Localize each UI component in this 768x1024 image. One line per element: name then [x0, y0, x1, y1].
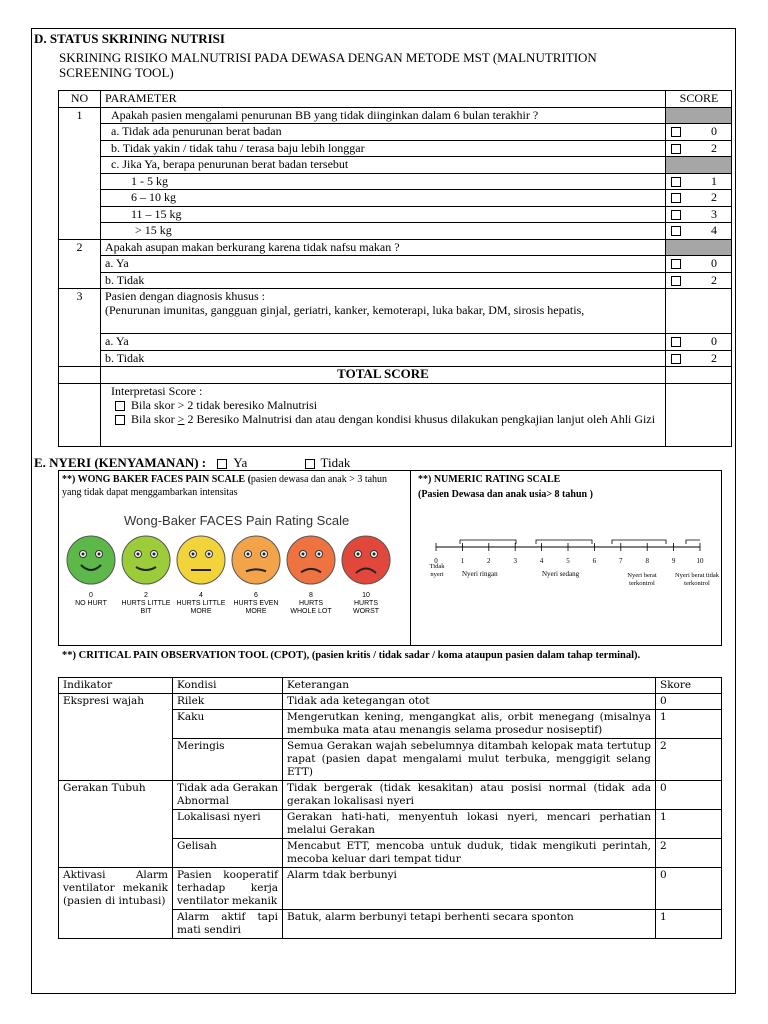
q2-option-a: a. Ya: [101, 256, 666, 273]
score-value: 0: [711, 334, 717, 348]
cpot-header-kondisi: Kondisi: [173, 678, 283, 694]
face-label: NO HURT: [75, 600, 107, 607]
interp-score-empty: [666, 383, 732, 446]
nrs-tick-label: 6: [592, 557, 597, 565]
q1-question: Apakah pasien mengalami penurunan BB yang tidak diinginkan dalam 6 bulan terakhir ?: [101, 107, 666, 124]
cpot-header-indikator: Indikator: [59, 678, 173, 694]
cpot-kondisi: Alarm aktif tapi mati sendiri: [173, 910, 283, 939]
cpot-skore[interactable]: 2: [656, 739, 722, 781]
nrs-label-severe-uncontrolled: Nyeri berat tidak terkontrol: [674, 572, 720, 587]
face-label: HURTS WORST: [352, 600, 380, 615]
q1-c-score-shaded: [666, 157, 732, 174]
cpot-skore[interactable]: 2: [656, 839, 722, 868]
section-e-title: E. NYERI (KENYAMANAN) :: [34, 455, 207, 470]
q3-a-score-cell[interactable]: [666, 334, 732, 351]
cpot-keterangan: Alarm tdak berbunyi: [283, 868, 656, 910]
checkbox[interactable]: [115, 415, 125, 425]
nrs-label-none: Tidak nyeri: [429, 563, 445, 578]
section-e-row: [34, 455, 350, 471]
checkbox[interactable]: [671, 354, 681, 364]
interp-line-2-pre: Bila skor: [131, 411, 178, 426]
cpot-row: [59, 781, 722, 810]
wong-heading-rest: pasien dewasa dan anak > 3 tahun yang tidak dapat menggambarkan intensitas: [62, 474, 388, 498]
q1-b-score-cell[interactable]: [666, 140, 732, 157]
nrs-tick-label: 2: [487, 557, 491, 565]
mst-table: [58, 90, 732, 447]
q2-option-b: b. Tidak: [101, 272, 666, 289]
interp-line-2-op: >: [177, 411, 185, 426]
cpot-skore[interactable]: 1: [656, 910, 722, 939]
cpot-header-row: [59, 678, 722, 694]
q3-detail: (Penurunan imunitas, gangguan ginjal, geriatri, kanker, kemoterapi, luka bakar, DM, sirosis hepatis,: [105, 303, 585, 317]
pain-scales-divider: [410, 470, 411, 646]
interpretation-cell: [101, 383, 666, 446]
interp-line-1-text: Bila skor > 2 tidak beresiko Malnutrisi: [131, 397, 318, 412]
face-icon-10: [340, 534, 392, 586]
interp-no-empty: [59, 383, 101, 446]
score-value: 3: [711, 206, 717, 221]
checkbox[interactable]: [671, 177, 681, 187]
cpot-skore[interactable]: 0: [656, 868, 722, 910]
cpot-indikator: Gerakan Tubuh: [59, 781, 173, 868]
cpot-keterangan: Batuk, alarm berbunyi tetapi berhenti secara sponton: [283, 910, 656, 939]
cpot-kondisi: Tidak ada Gerakan Abnormal: [173, 781, 283, 810]
section-d-subtitle: SKRINING RISIKO MALNUTRISI PADA DEWASA DENGAN METODE MST (MALNUTRITION SCREENING TOOL): [59, 50, 597, 80]
cpot-skore[interactable]: 0: [656, 694, 722, 710]
wong-heading-bold: **) WONG BAKER FACES PAIN SCALE (: [62, 474, 251, 485]
q2-score-shaded: [666, 239, 732, 256]
cpot-kondisi: Pasien kooperatif terhadap kerja ventilator mekanik: [173, 868, 283, 910]
nrs-tick-label: 4: [539, 557, 544, 565]
checkbox[interactable]: [115, 401, 125, 411]
face-icon-6: [230, 534, 282, 586]
face-icon-8: [285, 534, 337, 586]
q3-question: Pasien dengan diagnosis khusus :: [105, 289, 265, 303]
total-score-label: TOTAL SCORE: [101, 367, 666, 384]
q1-range-4: > 15 kg: [101, 223, 666, 240]
q1-r2-score-cell[interactable]: [666, 190, 732, 207]
nrs-tick-label: 3: [513, 557, 517, 565]
section-d-title: D. STATUS SKRINING NUTRISI: [34, 31, 225, 46]
nrs-tick-label: 5: [566, 557, 570, 565]
face-icon-4: [175, 534, 227, 586]
cpot-keterangan: Mencabut ETT, mencoba untuk duduk, tidak mengikuti perintah, mecoba keluar dari tempat tidur: [283, 839, 656, 868]
header-parameter: PARAMETER: [101, 91, 666, 108]
cpot-kondisi: Rilek: [173, 694, 283, 710]
face-label: HURTS EVEN MORE: [233, 600, 279, 615]
cpot-skore[interactable]: 1: [656, 810, 722, 839]
checkbox-ya[interactable]: [217, 459, 227, 469]
q1-a-score-cell[interactable]: [666, 124, 732, 141]
interp-line-2-post: 2 Beresiko Malnutrisi dan atau dengan kondisi khusus dilakukan pengkajian lanjut oleh Ahli Gizi: [184, 411, 656, 426]
interp-line-1: [111, 398, 661, 412]
q3-score-empty: [666, 289, 732, 334]
q1-r1-score-cell[interactable]: [666, 173, 732, 190]
cpot-skore[interactable]: 0: [656, 781, 722, 810]
cpot-row: [59, 694, 722, 710]
nrs-label-severe-controlled: Nyeri berat terkontrol: [627, 572, 657, 587]
checkbox[interactable]: [671, 210, 681, 220]
score-value: 4: [711, 223, 717, 237]
score-value: 2: [711, 272, 717, 287]
q3-b-score-cell[interactable]: [666, 350, 732, 367]
cpot-kondisi: Meringis: [173, 739, 283, 781]
q2-question: Apakah asupan makan berkurang karena tidak nafsu makan ?: [101, 239, 666, 256]
nrs-heading-1: **) NUMERIC RATING SCALE: [418, 474, 561, 485]
wong-chart-title: Wong-Baker FACES Pain Rating Scale: [124, 513, 350, 528]
face-label: HURTS LITTLE MORE: [176, 600, 226, 615]
score-value: 0: [711, 124, 717, 138]
wong-faces: [66, 532, 406, 624]
q1-r3-score-cell[interactable]: [666, 206, 732, 223]
q1-score-shaded: [666, 107, 732, 124]
score-value: 2: [711, 190, 717, 204]
q1-option-b: b. Tidak yakin / tidak tahu / terasa baju lebih longgar: [101, 140, 666, 157]
cpot-header-keterangan: Keterangan: [283, 678, 656, 694]
q1-option-c: c. Jika Ya, berapa penurunan berat badan tersebut: [101, 157, 666, 174]
q3-option-b: b. Tidak: [101, 350, 666, 367]
checkbox[interactable]: [671, 193, 681, 203]
cpot-heading: **) CRITICAL PAIN OBSERVATION TOOL (CPOT), (pasien kritis / tidak sadar / koma ataupun pasien dalam tahap terminal).: [62, 650, 641, 661]
cpot-indikator: Aktivasi Alarm ventilator mekanik (pasien di intubasi): [59, 868, 173, 939]
face-number: 8: [309, 592, 313, 599]
nrs-heading-2: (Pasien Dewasa dan anak usia> 8 tahun ): [418, 489, 593, 500]
cpot-kondisi: Kaku: [173, 710, 283, 739]
interp-title: Interpretasi Score :: [111, 383, 203, 398]
face-number: 2: [144, 592, 148, 599]
header-no: NO: [59, 91, 101, 108]
nrs-tick-label: 8: [645, 557, 649, 565]
cpot-header-skore: Skore: [656, 678, 722, 694]
q2-a-score-cell[interactable]: [666, 256, 732, 273]
q1-range-3: 11 – 15 kg: [101, 206, 666, 223]
face-number: 6: [254, 592, 258, 599]
nrs-label-mild: Nyeri ringan: [462, 570, 498, 578]
face-icon-0: [65, 534, 117, 586]
face-number: 10: [362, 592, 370, 599]
interp-line-2: [111, 412, 661, 426]
cpot-skore[interactable]: 1: [656, 710, 722, 739]
q1-range-1: 1 - 5 kg: [101, 173, 666, 190]
cpot-kondisi: Gelisah: [173, 839, 283, 868]
checkbox[interactable]: [671, 337, 681, 347]
face-label: HURTS WHOLE LOT: [290, 600, 332, 615]
checkbox[interactable]: [671, 226, 681, 236]
q3-option-a: a. Ya: [101, 334, 666, 351]
checkbox[interactable]: [671, 276, 681, 286]
cpot-row: [59, 868, 722, 910]
nrs-tick-label: 9: [671, 557, 676, 565]
checkbox[interactable]: [671, 144, 681, 154]
cpot-keterangan: Tidak bergerak (tidak kesakitan) atau posisi normal (tidak ada gerakan lokalisasi nyeri: [283, 781, 656, 810]
nrs-tick-label: 0: [434, 557, 438, 565]
cpot-keterangan: Gerakan hati-hati, menyentuh lokasi nyeri, mencari perhatian melalui Gerakan: [283, 810, 656, 839]
score-value: 1: [711, 173, 717, 188]
cpot-table: [58, 677, 722, 939]
face-number: 4: [199, 592, 203, 599]
cpot-keterangan: Tidak ada ketegangan otot: [283, 694, 656, 710]
option-tidak-label: Tidak: [320, 455, 351, 470]
total-score-value[interactable]: [666, 367, 732, 384]
face-icon-2: [120, 534, 172, 586]
q1-range-2: 6 – 10 kg: [101, 190, 666, 207]
total-no-empty: [59, 367, 101, 384]
option-ya-label: Ya: [233, 455, 248, 470]
score-value: 2: [711, 140, 717, 155]
q1-option-a: a. Tidak ada penurunan berat badan: [101, 124, 666, 141]
checkbox-tidak[interactable]: [305, 459, 315, 469]
q3-question-cell: [101, 289, 666, 334]
q2-no: 2: [59, 239, 101, 289]
cpot-indikator: Ekspresi wajah: [59, 694, 173, 781]
cpot-keterangan: Semua Gerakan wajah sebelumnya ditambah kelopak mata tertutup rapat (pasien dapat mengalami mulut terbuka, menggigit selang ETT): [283, 739, 656, 781]
mst-header-row: [59, 91, 732, 108]
cpot-kondisi: Lokalisasi nyeri: [173, 810, 283, 839]
q1-no: 1: [59, 107, 101, 239]
nrs-tick-label: 1: [460, 557, 465, 565]
checkbox[interactable]: [671, 259, 681, 269]
q3-no: 3: [59, 289, 101, 367]
nrs-tick-label: 7: [619, 557, 623, 565]
score-value: 0: [711, 256, 717, 270]
q2-b-score-cell[interactable]: [666, 272, 732, 289]
face-label: HURTS LITTLE BIT: [121, 600, 171, 615]
score-value: 2: [711, 350, 717, 365]
nrs-label-moderate: Nyeri sedang: [542, 570, 580, 578]
header-score: SCORE: [666, 91, 732, 108]
nrs-tick-label: 10: [696, 557, 704, 565]
wong-heading: [62, 473, 407, 499]
q1-r4-score-cell[interactable]: [666, 223, 732, 240]
checkbox[interactable]: [671, 127, 681, 137]
face-number: 0: [89, 592, 93, 599]
cpot-keterangan: Mengerutkan kening, mengangkat alis, orbit menegang (misalnya membuka mata atau menangis selama prosedur nosiseptif): [283, 710, 656, 739]
